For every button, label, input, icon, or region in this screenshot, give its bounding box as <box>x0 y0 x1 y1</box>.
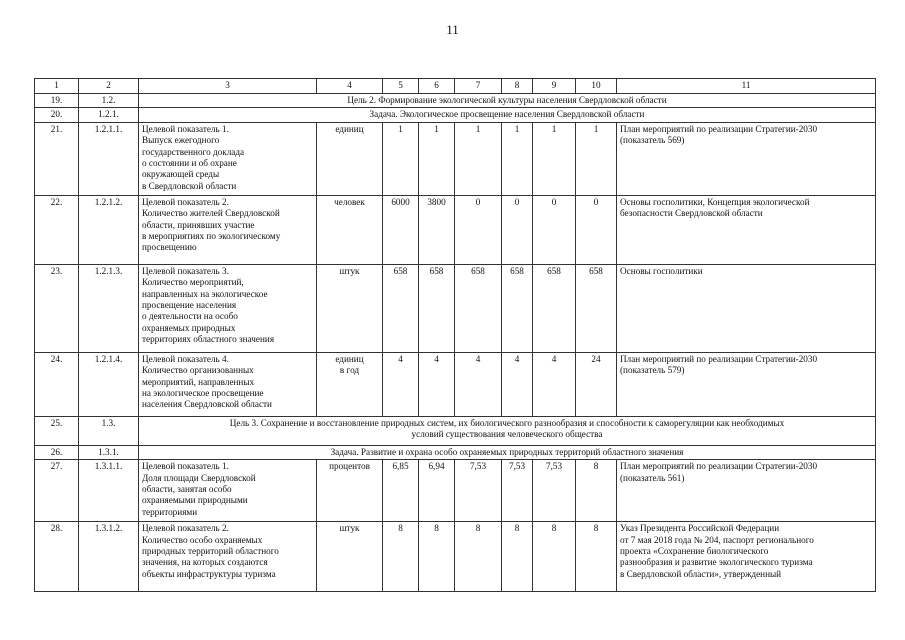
value-3: 0 <box>455 195 502 264</box>
column-number-10: 10 <box>576 79 617 94</box>
section-row <box>35 416 876 445</box>
indicator-row <box>35 195 876 264</box>
value-4: 8 <box>502 522 533 592</box>
value-2: 6,94 <box>419 460 455 522</box>
value-5: 0 <box>533 195 576 264</box>
indicator-row <box>35 522 876 592</box>
value-6: 8 <box>576 522 617 592</box>
source: План мероприятий по реализации Стратегии-2030 (показатель 561) <box>617 460 876 522</box>
indicator-name: Целевой показатель 1. Выпуск ежегодного государственного доклада о состоянии и об охране окружающей среды в Свердловской области <box>139 122 317 195</box>
value-4: 1 <box>502 122 533 195</box>
value-1: 6000 <box>383 195 419 264</box>
column-number-6: 6 <box>419 79 455 94</box>
value-2: 1 <box>419 122 455 195</box>
row-code: 1.2. <box>79 94 139 108</box>
value-5: 1 <box>533 122 576 195</box>
source: Основы госполитики <box>617 264 876 352</box>
unit: единиц в год <box>317 352 383 416</box>
column-number-9: 9 <box>533 79 576 94</box>
value-1: 6,85 <box>383 460 419 522</box>
section-row <box>35 445 876 459</box>
row-number: 21. <box>35 122 79 195</box>
value-1: 4 <box>383 352 419 416</box>
value-3: 7,53 <box>455 460 502 522</box>
column-number-row <box>35 79 876 94</box>
value-3: 4 <box>455 352 502 416</box>
value-5: 4 <box>533 352 576 416</box>
value-2: 8 <box>419 522 455 592</box>
section-title: Цель 3. Сохранение и восстановление природных систем, их биологического разнообразия и способности к саморегуляции как необходимых условий существования человеческого общества <box>139 416 876 445</box>
column-number-2: 2 <box>79 79 139 94</box>
value-3: 658 <box>455 264 502 352</box>
row-code: 1.2.1.3. <box>79 264 139 352</box>
row-code: 1.2.1.1. <box>79 122 139 195</box>
indicator-name: Целевой показатель 1. Доля площади Свердловской области, занятая особо охраняемыми природными территориями <box>139 460 317 522</box>
indicator-row <box>35 460 876 522</box>
value-3: 8 <box>455 522 502 592</box>
row-number: 25. <box>35 416 79 445</box>
value-6: 24 <box>576 352 617 416</box>
unit: штук <box>317 522 383 592</box>
value-5: 7,53 <box>533 460 576 522</box>
row-code: 1.2.1.2. <box>79 195 139 264</box>
value-4: 7,53 <box>502 460 533 522</box>
row-number: 24. <box>35 352 79 416</box>
value-4: 0 <box>502 195 533 264</box>
row-code: 1.2.1. <box>79 108 139 122</box>
value-6: 8 <box>576 460 617 522</box>
column-number-1: 1 <box>35 79 79 94</box>
source: Указ Президента Российской Федерации от 7 мая 2018 года № 204, паспорт регионального проекта «Сохранение биологического разнообразия и развитие экологического туризма в Свердловской области», утвержденный <box>617 522 876 592</box>
source: План мероприятий по реализации Стратегии-2030 (показатель 579) <box>617 352 876 416</box>
value-4: 658 <box>502 264 533 352</box>
indicator-row <box>35 352 876 416</box>
row-number: 22. <box>35 195 79 264</box>
value-5: 8 <box>533 522 576 592</box>
value-3: 1 <box>455 122 502 195</box>
indicator-name: Целевой показатель 3. Количество мероприятий, направленных на экологическое просвещение населения о деятельности на особо охраняемых природных территориях областного значения <box>139 264 317 352</box>
value-5: 658 <box>533 264 576 352</box>
indicator-row <box>35 264 876 352</box>
unit: единиц <box>317 122 383 195</box>
row-number: 26. <box>35 445 79 459</box>
column-number-4: 4 <box>317 79 383 94</box>
section-row <box>35 108 876 122</box>
column-number-3: 3 <box>139 79 317 94</box>
value-2: 658 <box>419 264 455 352</box>
indicator-name: Целевой показатель 2. Количество жителей Свердловской области, принявших участие в мероприятиях по экологическому просвещению <box>139 195 317 264</box>
section-title: Задача. Развитие и охрана особо охраняемых природных территорий областного значения <box>139 445 876 459</box>
value-1: 658 <box>383 264 419 352</box>
value-2: 4 <box>419 352 455 416</box>
section-title: Цель 2. Формирование экологической культуры населения Свердловской области <box>139 94 876 108</box>
indicator-name: Целевой показатель 4. Количество организованных мероприятий, направленных на экологическое просвещение населения Свердловской области <box>139 352 317 416</box>
row-code: 1.3.1.2. <box>79 522 139 592</box>
row-number: 23. <box>35 264 79 352</box>
indicator-row <box>35 122 876 195</box>
source: Основы госполитики, Концепция экологической безопасности Свердловской области <box>617 195 876 264</box>
row-code: 1.3.1.1. <box>79 460 139 522</box>
indicators-table <box>34 78 876 592</box>
value-2: 3800 <box>419 195 455 264</box>
section-title: Задача. Экологическое просвещение населения Свердловской области <box>139 108 876 122</box>
value-6: 658 <box>576 264 617 352</box>
row-number: 27. <box>35 460 79 522</box>
row-code: 1.2.1.4. <box>79 352 139 416</box>
row-code: 1.3. <box>79 416 139 445</box>
column-number-7: 7 <box>455 79 502 94</box>
column-number-8: 8 <box>502 79 533 94</box>
value-6: 1 <box>576 122 617 195</box>
unit: человек <box>317 195 383 264</box>
row-number: 28. <box>35 522 79 592</box>
row-number: 19. <box>35 94 79 108</box>
column-number-11: 11 <box>617 79 876 94</box>
section-row <box>35 94 876 108</box>
unit: штук <box>317 264 383 352</box>
row-number: 20. <box>35 108 79 122</box>
column-number-5: 5 <box>383 79 419 94</box>
value-1: 1 <box>383 122 419 195</box>
source: План мероприятий по реализации Стратегии-2030 (показатель 569) <box>617 122 876 195</box>
value-4: 4 <box>502 352 533 416</box>
page-number: 11 <box>446 22 459 37</box>
row-code: 1.3.1. <box>79 445 139 459</box>
unit: процентов <box>317 460 383 522</box>
value-1: 8 <box>383 522 419 592</box>
indicator-name: Целевой показатель 2. Количество особо охраняемых природных территорий областного значения, на которых создаются объекты инфраструктуры туризма <box>139 522 317 592</box>
value-6: 0 <box>576 195 617 264</box>
